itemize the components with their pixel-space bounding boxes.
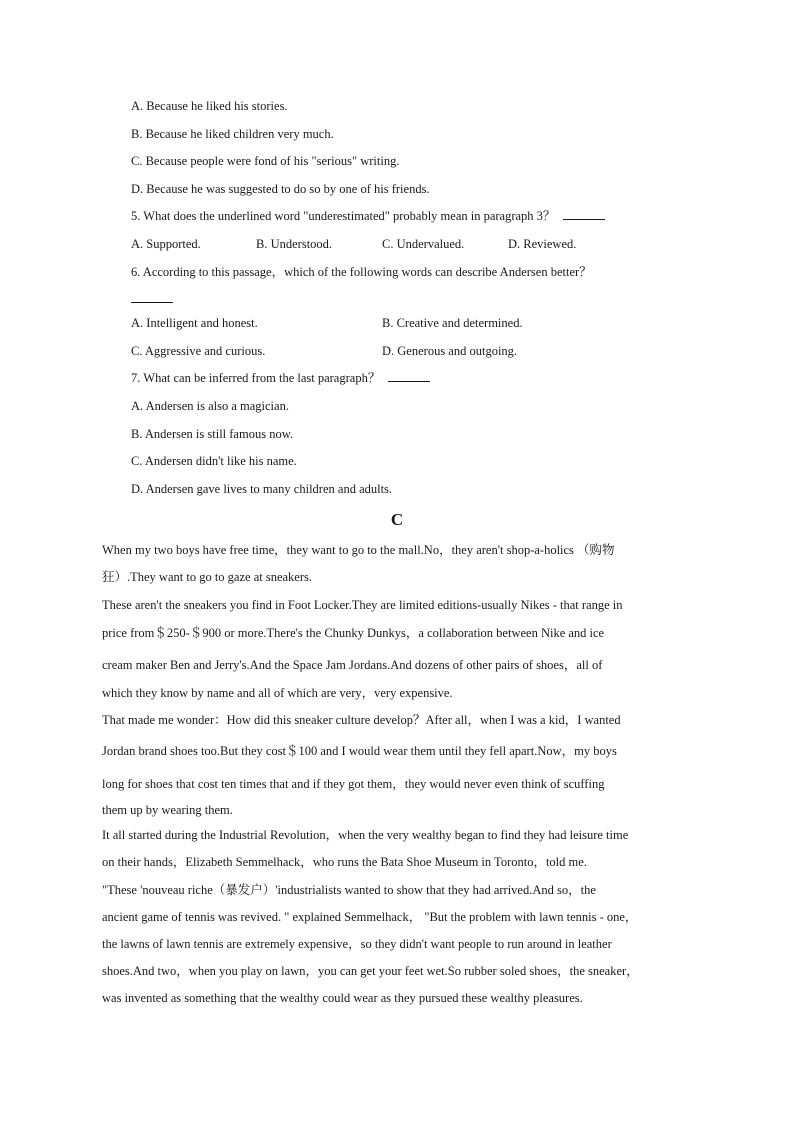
passage-line: cream maker Ben and Jerry's.And the Space Jam Jordans.And dozens of other pairs of shoes，all of [102,658,603,672]
q6-option-c: C. Aggressive and curious. [131,344,266,358]
passage-line: It all started during the Industrial Revolution，when the very wealthy began to find they had leisure time [102,828,629,842]
q7-answer-blank[interactable] [388,370,430,382]
q6-stem: 6. According to this passage，which of the following words can describe Andersen better？ [131,265,592,279]
q4-option-a: A. Because he liked his stories. [131,99,288,113]
q5-option-d: D. Reviewed. [508,237,577,251]
q4-option-c: C. Because people were fond of his "serious" writing. [131,154,400,168]
q6-option-a: A. Intelligent and honest. [131,316,258,330]
passage-line: long for shoes that cost ten times that and if they got them，they would never even think of scuffing [102,777,605,791]
q5-option-c: C. Undervalued. [382,237,465,251]
passage-line: was invented as something that the wealthy could wear as they pursued these wealthy pleasures. [102,991,583,1005]
passage-line: 狂）.They want to go to gaze at sneakers. [102,570,313,584]
passage-line: price from＄250-＄900 or more.There's the Chunky Dunkys，a collaboration between Nike and ice [102,626,605,640]
q7-question [131,370,430,386]
passage-line: them up by wearing them. [102,803,233,817]
q6-option-d: D. Generous and outgoing. [382,344,518,358]
passage-line: ancient game of tennis was revived. " explained Semmelhack， "But the problem with lawn tennis - one， [102,910,638,924]
passage-line: That made me wonder：How did this sneaker culture develop？After all，when I was a kid，I wanted [102,713,621,727]
q7-option-d: D. Andersen gave lives to many children and adults. [131,482,393,496]
passage-line: "These 'nouveau riche（暴发户）'industrialists wanted to show that they had arrived.And so，the [102,883,596,897]
q5-answer-blank[interactable] [563,208,605,220]
q7-option-c: C. Andersen didn't like his name. [131,454,297,468]
passage-line: the lawns of lawn tennis are extremely expensive，so they didn't want people to run around in leather [102,937,612,951]
passage-line: on their hands，Elizabeth Semmelhack，who runs the Bata Shoe Museum in Toronto，told me. [102,855,587,869]
q6-option-b: B. Creative and determined. [382,316,523,330]
passage-line: These aren't the sneakers you find in Foot Locker.They are limited editions-usually Nikes - that range in [102,598,623,612]
passage-line: Jordan brand shoes too.But they cost＄100 and I would wear them until they fell apart.Now，my boys [102,744,617,758]
passage-line: When my two boys have free time，they want to go to the mall.No，they aren't shop-a-holics （购物 [102,543,615,557]
q5-stem: 5. What does the underlined word "underestimated" probably mean in paragraph 3？ [131,209,556,223]
q4-option-b: B. Because he liked children very much. [131,127,334,141]
q7-option-a: A. Andersen is also a magician. [131,399,289,413]
q6-answer-blank[interactable] [131,291,173,303]
q7-stem: 7. What can be inferred from the last paragraph？ [131,371,381,385]
q4-option-d: D. Because he was suggested to do so by one of his friends. [131,182,430,196]
q6-answer-line [131,291,173,307]
section-c-title: C [390,510,404,529]
q5-option-b: B. Understood. [256,237,333,251]
q5-option-a: A. Supported. [131,237,201,251]
q5-question [131,208,605,224]
passage-line: shoes.And two，when you play on lawn，you can get your feet wet.So rubber soled shoes，the sneaker， [102,964,639,978]
passage-line: which they know by name and all of which are very，very expensive. [102,686,453,700]
q7-option-b: B. Andersen is still famous now. [131,427,294,441]
